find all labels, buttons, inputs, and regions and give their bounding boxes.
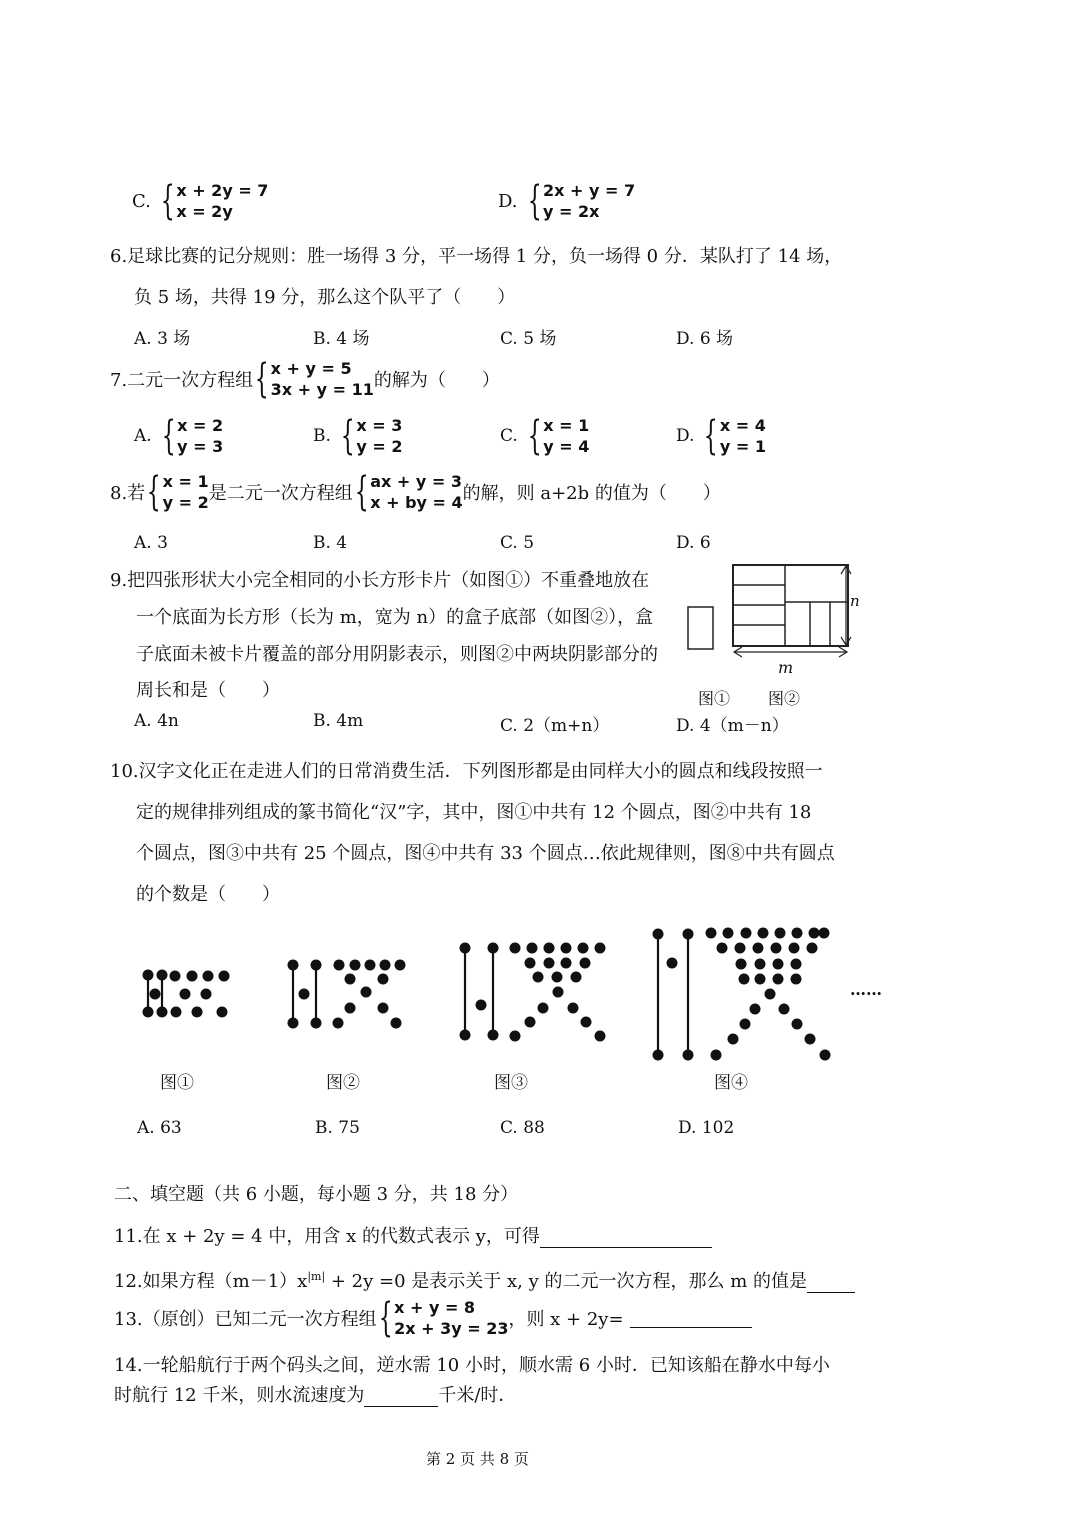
fig2-dot (391, 1018, 402, 1029)
q8-option-d: D. 6 (676, 533, 711, 553)
fig1-dot (143, 1007, 154, 1018)
q8-stem (110, 471, 721, 513)
q6-option-b: B. 4 场 (313, 329, 370, 349)
q9-line-4: 周长和是（ ） (136, 680, 280, 701)
fig3-dot (533, 972, 544, 983)
fig2-dot (361, 987, 372, 998)
fig4-dot (683, 929, 694, 940)
fig3-dot (525, 958, 536, 969)
q6-line-2: 负 5 场，共得 19 分，那么这个队平了（ ） (134, 287, 516, 308)
brace: { (704, 413, 719, 459)
q6-line-1: 6.足球比赛的记分规则：胜一场得 3 分，平一场得 1 分，负一场得 0 分．某队打了 14 场， (110, 246, 843, 267)
q7-a-line-1: x = 2 (177, 416, 224, 435)
fig4-dot (735, 943, 746, 954)
q10-ellipsis: …… (850, 980, 882, 999)
brace: { (146, 469, 161, 515)
q9-dim-n: n (850, 592, 860, 610)
fig4-dot (807, 943, 818, 954)
brace: { (254, 356, 269, 402)
fig4-dot (739, 974, 750, 985)
fig3-dot (538, 1003, 549, 1014)
fig4-dot (791, 974, 802, 985)
fig2-dot (365, 960, 376, 971)
q7-b-line-1: x = 3 (356, 416, 403, 435)
q11 (114, 1222, 712, 1248)
q14-text-b: 千米/时． (438, 1385, 517, 1406)
fig3-dot (525, 1017, 536, 1028)
q13-prefix: 13.（原创）已知二元一次方程组 (114, 1309, 377, 1330)
fig4-dot (711, 1050, 722, 1061)
q8-sol-line-2: y = 2 (162, 493, 209, 512)
q5-d-line-2: y = 2x (542, 202, 600, 221)
q6-option-c: C. 5 场 (500, 329, 557, 349)
q10-dot-figures (0, 915, 1080, 1075)
fig1-dot (143, 970, 154, 981)
fig4-dot (667, 958, 678, 969)
fig1-dot (192, 1007, 203, 1018)
q7-b-label: B. (313, 426, 331, 446)
q7-prefix: 7.二元一次方程组 (110, 370, 254, 391)
fig4-dot (773, 959, 784, 970)
fig4-dot (805, 1034, 816, 1045)
q7-line-2: 3x + y = 11 (270, 380, 374, 399)
q9-dim-m: m (778, 658, 794, 677)
q7-option-b (313, 415, 402, 457)
q7-d-line-1: x = 4 (719, 416, 766, 435)
q7-c-line-2: y = 4 (543, 437, 590, 456)
fig1-dot (171, 1007, 182, 1018)
fig3-dot (553, 987, 564, 998)
fig1-dot (157, 1007, 168, 1018)
q12-exponent: |m| (307, 1270, 326, 1283)
q8-suffix: 的解，则 a+2b 的值为（ ） (462, 483, 721, 504)
fig4-dot (755, 959, 766, 970)
fig3-dot (527, 943, 538, 954)
fig3-dot (581, 1017, 592, 1028)
q12-text-a: 12.如果方程（m－1）x (114, 1271, 308, 1292)
brace: { (378, 1295, 393, 1341)
q9-line-3: 子底面未被卡片覆盖的部分用阴影表示，则图②中两块阴影部分的 (136, 644, 658, 665)
fig2-dot (395, 960, 406, 971)
q9-fig2-label: 图② (768, 689, 801, 708)
q9-option-a: A. 4n (134, 711, 179, 731)
fig2-dot (311, 1018, 322, 1029)
fig4-dot (820, 1050, 831, 1061)
fig4-dot (779, 1004, 790, 1015)
q14-answer-blank[interactable] (364, 1388, 438, 1407)
fig4-dot (791, 959, 802, 970)
q9-option-c: C. 2（m+n） (500, 716, 610, 736)
q10-option-a: A. 63 (137, 1118, 182, 1138)
q10-line-2: 定的规律排列组成的篆书简化“汉”字，其中，图①中共有 12 个圆点，图②中共有 18 (136, 802, 812, 823)
fig1-dot (219, 971, 230, 982)
fig4-dot (765, 989, 776, 1000)
fig4-dot (792, 1019, 803, 1030)
q14-text-a: 时航行 12 千米，则水流速度为 (114, 1385, 365, 1406)
q7-c-line-1: x = 1 (543, 416, 590, 435)
q5-c-line-2: x = 2y (176, 202, 233, 221)
q10-line-4: 的个数是（ ） (136, 884, 280, 905)
fig4-dot (706, 928, 717, 939)
q13 (114, 1297, 752, 1339)
fig2-dot (333, 1018, 344, 1029)
fig4-dot (771, 943, 782, 954)
brace: { (340, 413, 355, 459)
q7-d-line-2: y = 1 (719, 437, 766, 456)
fig2-dot (345, 1003, 356, 1014)
q10-fig-label-4: 图④ (714, 1073, 748, 1093)
fig3-dot (476, 1000, 487, 1011)
fig3-dot (580, 958, 591, 969)
fig3-dot (571, 972, 582, 983)
q9-line-2: 一个底面为长方形（长为 m，宽为 n）的盒子底部（如图②），盒 (136, 607, 654, 628)
q11-text: 11.在 x + 2y = 4 中，用含 x 的代数式表示 y，可得 (114, 1226, 540, 1247)
fig3-dot (552, 972, 563, 983)
q8-option-b: B. 4 (313, 533, 348, 553)
fig4-dot (717, 943, 728, 954)
fig1-dot (170, 971, 181, 982)
q6-option-d: D. 6 场 (676, 329, 734, 349)
q6-option-a: A. 3 场 (134, 329, 191, 349)
q7-stem (110, 358, 500, 400)
q7-option-a (134, 415, 223, 457)
q5-option-d (498, 180, 635, 222)
q9-option-d: D. 4（m－n） (676, 716, 789, 736)
brace: { (354, 469, 369, 515)
fig3-dot (568, 1003, 579, 1014)
fig1-dot (217, 1007, 228, 1018)
q8-option-a: A. 3 (134, 533, 168, 553)
fig4-dot (728, 1034, 739, 1045)
q5-c-line-1: x + 2y = 7 (176, 181, 269, 200)
q10-option-d: D. 102 (678, 1118, 735, 1138)
fig4-dot (683, 1050, 694, 1061)
fig4-dot (653, 1050, 664, 1061)
q10-line-3: 个圆点，图③中共有 25 个圆点，图④中共有 33 个圆点…依此规律则，图⑧中共有圆点 (136, 843, 835, 864)
q5-option-c (132, 180, 268, 222)
fig2-dot (334, 960, 345, 971)
fig3-dot (544, 958, 555, 969)
q12-text-b: + 2y =0 是表示关于 x, y 的二元一次方程，那么 m 的值是 (325, 1271, 807, 1292)
fig3-dot (488, 943, 499, 954)
fig2-dot (378, 1003, 389, 1014)
q5-c-label: C. (132, 190, 151, 212)
q12-answer-blank[interactable] (807, 1274, 855, 1293)
q8-middle: 是二元一次方程组 (208, 483, 353, 504)
q13-answer-blank[interactable] (630, 1309, 752, 1328)
fig1-dot (180, 989, 191, 1000)
fig4-dot (809, 928, 820, 939)
fig3-dot (561, 943, 572, 954)
fig3-dot (544, 943, 555, 954)
q7-c-label: C. (500, 426, 518, 446)
q10-line-1: 10.汉字文化正在走进人们的日常消费生活．下列图形都是由同样大小的圆点和线段按照一 (110, 761, 823, 782)
fig4-dot (792, 928, 803, 939)
q7-a-label: A. (134, 426, 152, 446)
q14-line-2 (114, 1381, 516, 1407)
q8-sys-line-2: x + by = 4 (370, 493, 463, 512)
fig4-dot (755, 974, 766, 985)
fig4-dot (736, 959, 747, 970)
fig1-dot (150, 989, 161, 1000)
q10-fig-label-1: 图① (160, 1073, 194, 1093)
q7-option-c (500, 415, 589, 457)
q11-answer-blank[interactable] (540, 1229, 712, 1248)
fig2-dot (380, 960, 391, 971)
brace: { (527, 178, 542, 224)
q7-suffix: 的解为（ ） (373, 370, 500, 391)
fig4-dot (740, 1019, 751, 1030)
fig4-dot (723, 928, 734, 939)
q13-line-2: 2x + 3y = 23 (394, 1319, 509, 1338)
q13-suffix: ，则 x + 2y= (508, 1309, 624, 1330)
fig3-dot (460, 943, 471, 954)
q7-line-1: x + y = 5 (270, 359, 352, 378)
brace: { (160, 178, 175, 224)
fig2-dot (288, 960, 299, 971)
q10-fig-label-2: 图② (326, 1073, 360, 1093)
fig3-dot (595, 1031, 606, 1042)
fig2-dot (311, 960, 322, 971)
q7-d-label: D. (676, 426, 695, 446)
fig3-dot (561, 958, 572, 969)
fig3-dot (578, 943, 589, 954)
fig1-dot (187, 971, 198, 982)
fig2-dot (288, 1018, 299, 1029)
fig1-dot (203, 971, 214, 982)
page-footer: 第 2 页 共 8 页 (426, 1450, 529, 1468)
q9-option-b: B. 4m (313, 711, 364, 731)
q9-line-1: 9.把四张形状大小完全相同的小长方形卡片（如图①）不重叠地放在 (110, 570, 650, 591)
q8-sol-line-1: x = 1 (162, 472, 209, 491)
fig2-dot (345, 974, 356, 985)
q7-option-d (676, 415, 766, 457)
fig4-dot (773, 974, 784, 985)
q12 (114, 1267, 855, 1293)
fig4-dot (819, 928, 830, 939)
fig4-dot (789, 943, 800, 954)
q7-b-line-2: y = 2 (356, 437, 403, 456)
fig3-dot (510, 943, 521, 954)
fig1-dot (157, 970, 168, 981)
q8-prefix: 8.若 (110, 483, 146, 504)
fig3-dot (460, 1030, 471, 1041)
fig4-dot (741, 928, 752, 939)
fig2-dot (378, 974, 389, 985)
q5-d-label: D. (498, 190, 518, 212)
fig4-dot (775, 928, 786, 939)
fig3-dot (488, 1030, 499, 1041)
q8-sys-line-1: ax + y = 3 (370, 472, 462, 491)
section-2-heading: 二、填空题（共 6 小题，每小题 3 分，共 18 分） (114, 1184, 519, 1205)
fig1-dot (201, 989, 212, 1000)
q9-fig1-label: 图① (698, 689, 731, 708)
fig4-dot (753, 943, 764, 954)
q13-line-1: x + y = 8 (394, 1298, 476, 1317)
q10-option-b: B. 75 (315, 1118, 360, 1138)
fig2-dot (350, 960, 361, 971)
fig4-dot (758, 928, 769, 939)
q9-fig1-card (688, 607, 713, 649)
fig3-dot (595, 943, 606, 954)
q10-fig-label-3: 图③ (494, 1073, 528, 1093)
brace: { (161, 413, 176, 459)
q14-line-1: 14.一轮船航行于两个码头之间，逆水需 10 小时，顺水需 6 小时．已知该船在静水中每小 (114, 1355, 830, 1376)
fig3-dot (510, 1031, 521, 1042)
q7-a-line-2: y = 3 (177, 437, 224, 456)
fig4-dot (653, 929, 664, 940)
brace: { (527, 413, 542, 459)
q8-option-c: C. 5 (500, 533, 535, 553)
q10-option-c: C. 88 (500, 1118, 545, 1138)
fig4-dot (750, 1004, 761, 1015)
fig2-dot (299, 989, 310, 1000)
q5-d-line-1: 2x + y = 7 (542, 181, 636, 200)
